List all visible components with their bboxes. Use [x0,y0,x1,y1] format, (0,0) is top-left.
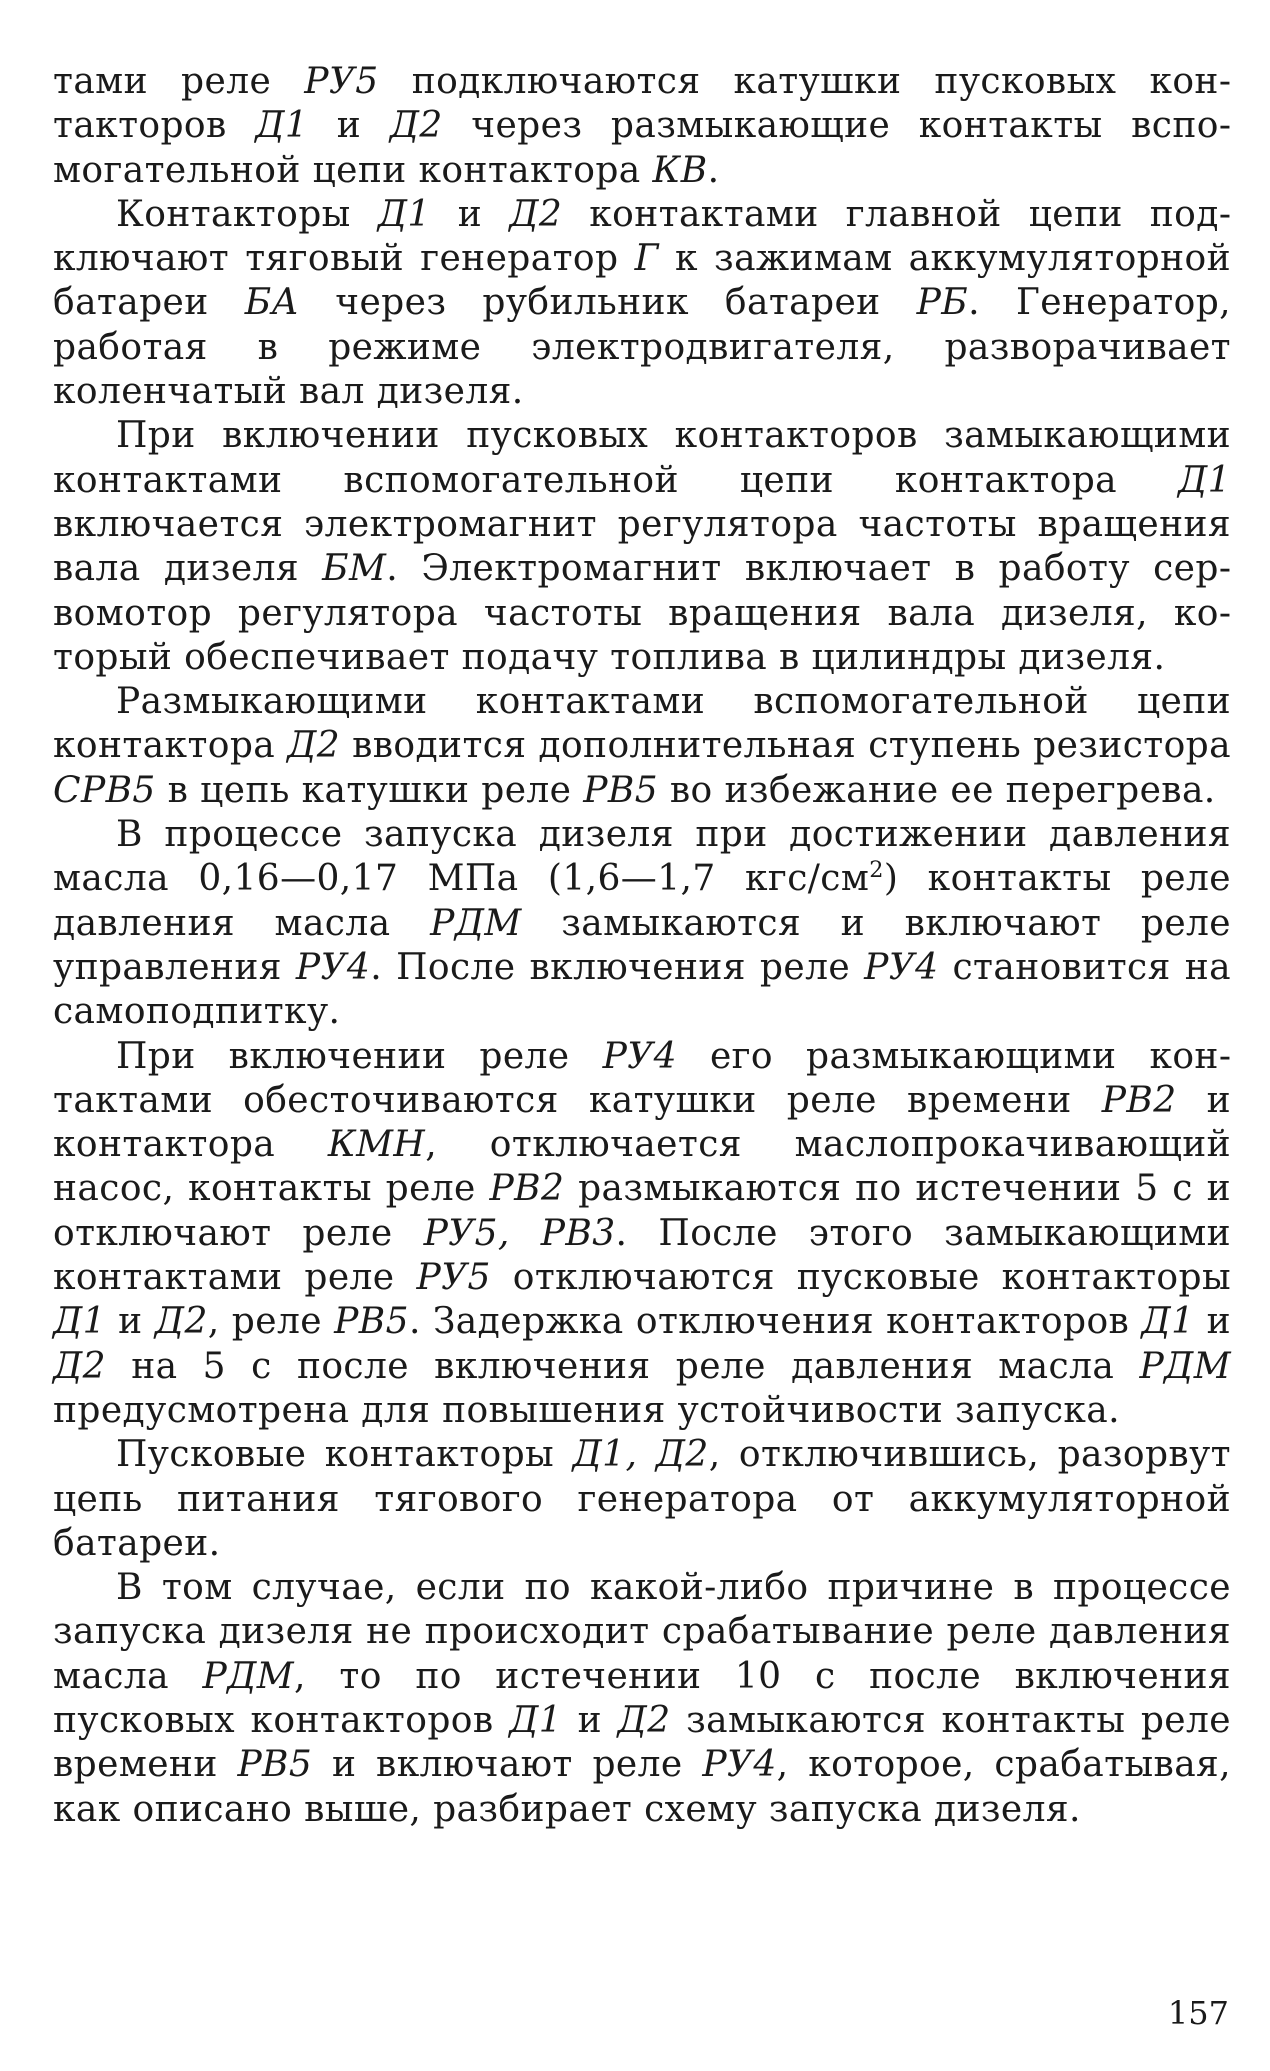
text-run: . Электромагнит включает в работу сервомотор регулятора частоты вращения вала дизеля, который обеспечивает подачу топлива в цилиндры дизеля. [53,548,1231,678]
designator-label: РДМ [430,902,522,944]
text-run: во избежание ее перегрева. [658,769,1216,811]
text-run: В том случае, если по какой-либо причине в процессе запуска дизеля не происходит срабатывание реле давления масла [53,1567,1231,1697]
designator-label: РУ4 [702,1744,777,1786]
designator-label: РВ5 [334,1301,409,1343]
designator-label: Д1 [509,1699,563,1741]
designator-label: РВ2 [489,1168,565,1210]
designator-label: Д2 [154,1301,208,1343]
designator-label: Д1 [53,1301,106,1343]
designator-label: Д1 [1178,459,1231,501]
paragraph [53,414,1231,680]
text-run: и [1194,1301,1231,1343]
designator-label: РБ [916,282,969,324]
designator-label: Д2 [617,1699,671,1741]
designator-label: Д1 [255,105,309,147]
designator-label: СРВ5 [53,769,156,811]
designator-label: РУ4 [295,946,371,988]
page-number: 157 [1167,1994,1229,2032]
designator-label: РУ5 [304,61,379,102]
text-run: предусмотрена для повышения устойчивости запуска. [53,1389,1121,1431]
designator-label: КВ [652,149,708,191]
text-run: замыкаются контакты реле времени [53,1699,1231,1786]
text-run: через размыкающие контакты вспомогательной цепи контактора [53,105,1231,191]
designator-label: РВ5 [583,769,659,811]
paragraph [53,1433,1231,1566]
text-run: , которое, срабатывая, как описано выше, разбирает схему запуска дизеля. [53,1744,1232,1830]
text-run: . Генератор, работая в режиме электродвигателя, разворачивает коленчатый вал дизеля. [53,282,1231,413]
paragraph [53,680,1231,813]
text-run: размыкаются по истечении 5 с и отключают реле [53,1168,1231,1254]
designator-label: РУ4 [602,1035,677,1077]
text-run: контактами главной цепи подключают тяговый генератор [53,193,1231,280]
text-run: на 5 с после включения реле давления масла [105,1345,1140,1387]
page-body [53,60,1231,1832]
text-run: замыкаются и включают реле управления [53,902,1231,988]
designator-label: РДМ [202,1655,295,1697]
text-run: через рубильник батареи [299,282,917,324]
text-run: отключаются пусковые контакторы [490,1257,1232,1299]
text-run: включается электромагнит регулятора частоты вращения вала дизеля [53,503,1231,590]
designator-label: РУ5 [416,1257,491,1299]
text-run: и [308,105,390,147]
designator-label: Д2 [509,193,563,235]
text-run: , то по истечении 10 с после включения пусковых контакторов [53,1655,1231,1741]
paragraph [53,1566,1231,1832]
text-run: и контактора [53,1079,1231,1166]
paragraph [53,813,1231,1034]
text-run: и включают реле [312,1744,703,1786]
superscript: 2 [869,857,884,884]
text-run: становится на самоподпитку. [53,946,1231,1033]
designator-label: Д1, Д2 [572,1434,709,1476]
designator-label: РУ5, РВ3 [423,1212,616,1254]
text-run: подключаются катушки пусковых контакторов [53,61,1231,147]
text-run: вводится дополнительная ступень резистора [340,725,1231,767]
text-run: Контакторы [116,193,378,235]
paragraph [53,1035,1231,1434]
designator-label: РУ4 [864,946,939,988]
text-run: и [105,1301,155,1343]
text-run: . После включения реле [370,946,865,988]
designator-label: КМН [327,1124,426,1166]
text-run: ) контакты реле давления масла [53,858,1231,944]
text-run: . [707,149,720,191]
text-run: В процессе запуска дизеля при достижении давления масла 0,16—0,17 МПа (1,6—1,7 кгс/см [53,814,1231,900]
designator-label: Д2 [389,105,443,147]
designator-label: Д2 [287,725,341,767]
text-run: Размыкающими контактами вспомогательной цепи контактора [53,681,1231,767]
text-run: . Задержка отключения контакторов [408,1301,1142,1343]
designator-label: Д2 [53,1345,106,1387]
text-run: к зажимам аккумуляторной батареи [53,238,1231,324]
designator-label: БА [244,282,300,324]
text-run: и [562,1699,618,1741]
text-run: , отключившись, разорвут цепь питания тягового генератора от аккумуляторной батареи. [53,1434,1231,1564]
text-run: , реле [207,1301,335,1343]
text-run: . После этого замыкающими контактами реле [53,1212,1232,1299]
designator-label: РВ5 [237,1744,313,1786]
paragraph [53,60,1231,193]
designator-label: Д1 [1141,1301,1195,1343]
text-run: в цепь катушки реле [155,769,584,811]
designator-label: РДМ [1139,1345,1231,1387]
text-run: и [430,193,510,235]
text-run: тами реле [53,61,305,102]
text-run: Пусковые контакторы [116,1434,573,1476]
text-run: , отключается маслопрокачивающий насос, контакты реле [53,1124,1231,1210]
text-column [53,60,1231,1832]
paragraph [53,193,1231,414]
text-run: При включении реле [116,1035,603,1077]
designator-label: БМ [322,548,387,590]
designator-label: Г [634,238,659,280]
text-run: При включении пусковых контакторов замыкающими контактами вспомогательной цепи контактора [53,415,1231,501]
text-run: его размыкающими контактами обесточиваются катушки реле времени [53,1035,1231,1121]
designator-label: Д1 [377,193,431,235]
designator-label: РВ2 [1101,1079,1177,1121]
